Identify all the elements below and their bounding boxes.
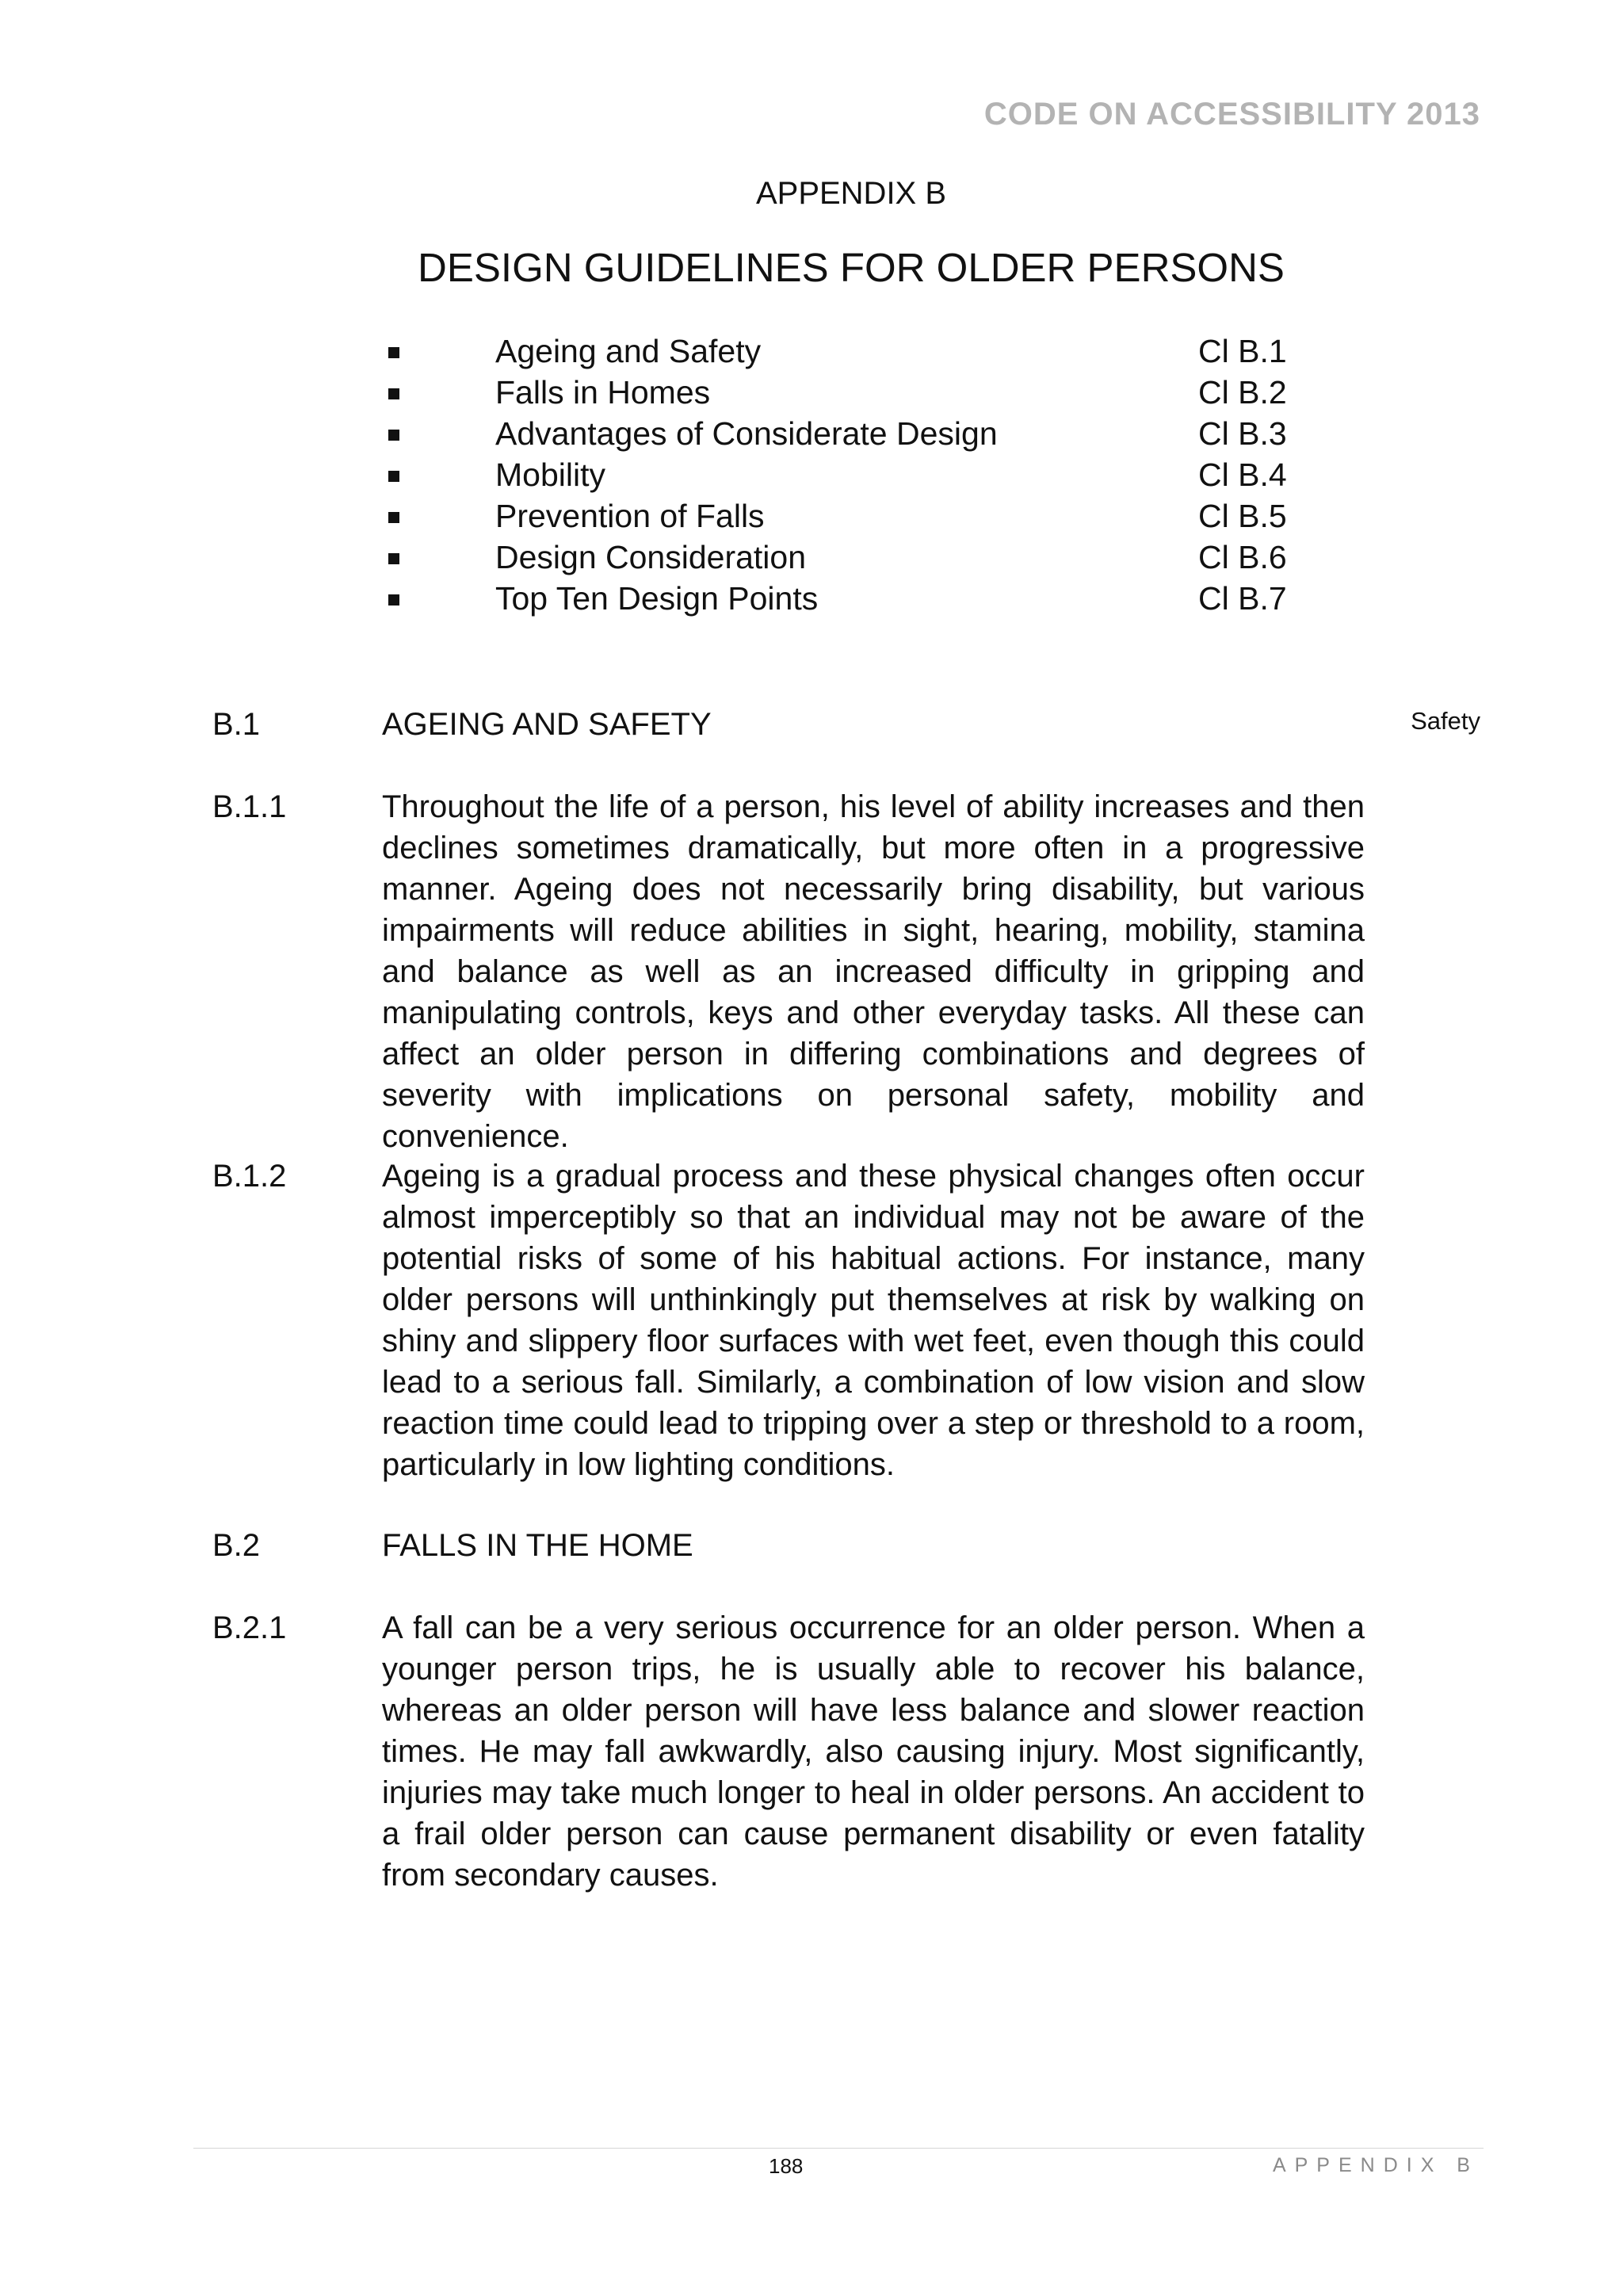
toc-item-ref: Cl B.1 xyxy=(1198,333,1287,369)
paragraph-text: Throughout the life of a person, his level of ability increases and then declines sometimes dramatically, but more often in a progressive manner. Ageing does not necessarily bring disability, but various impairments will reduce abilities in sight, hearing, mobility, stamina and balance as well as an increased difficulty in gripping and manipulating controls, keys and other everyday tasks. All these can affect an older person in differing combinations and degrees of severity with implications on personal safety, mobility and convenience. xyxy=(382,789,1365,1154)
toc-item-ref: Cl B.7 xyxy=(1198,580,1287,617)
footer-appendix-label: APPENDIX B xyxy=(1272,2154,1479,2176)
paragraph-number: B.1.1 xyxy=(212,789,287,824)
square-bullet-icon xyxy=(388,594,399,606)
section-number: B.1 xyxy=(212,707,261,742)
toc-item-text: Advantages of Considerate Design xyxy=(495,415,998,452)
square-bullet-icon xyxy=(388,430,399,441)
square-bullet-icon xyxy=(388,471,399,482)
toc-item xyxy=(380,333,1292,374)
toc-item xyxy=(380,498,1292,539)
paragraph-number: B.1.2 xyxy=(212,1159,287,1194)
document-title: DESIGN GUIDELINES FOR OLDER PERSONS xyxy=(418,245,1285,290)
toc-item-ref: Cl B.5 xyxy=(1198,498,1287,534)
square-bullet-icon xyxy=(388,347,399,358)
code-title: CODE ON ACCESSIBILITY 2013 xyxy=(983,97,1480,132)
paragraph-text: Ageing is a gradual process and these physical changes often occur almost imperceptibly so that an individual may not be aware of the potential risks of some of his habitual actions. For instance, many older persons will unthinkingly put themselves at risk by walking on shiny and slippery floor surfaces with wet feet, even though this could lead to a serious fall. Similarly, a combination of low vision and slow reaction time could lead to tripping over a step or threshold to a room, particularly in low lighting conditions. xyxy=(382,1159,1365,1482)
toc-item-text: Ageing and Safety xyxy=(495,333,762,369)
section-number: B.2 xyxy=(212,1528,261,1563)
square-bullet-icon xyxy=(388,388,399,399)
paragraph-text: A fall can be a very serious occurrence for an older person. When a younger person trips, he is usually able to recover his balance, whereas an older person will have less balance and slower reaction times. He may fall awkwardly, also causing injury. Most significantly, injuries may take much longer to heal in older persons. An accident to a frail older person can cause permanent disability or even fatality from secondary causes. xyxy=(382,1610,1365,1893)
toc-item-ref: Cl B.2 xyxy=(1198,374,1287,411)
toc-item-text: Top Ten Design Points xyxy=(495,580,819,617)
toc-item-ref: Cl B.4 xyxy=(1198,457,1287,493)
page-number: 188 xyxy=(769,2154,804,2178)
square-bullet-icon xyxy=(388,553,399,564)
toc-item-text: Falls in Homes xyxy=(495,374,711,411)
footer-divider xyxy=(193,2148,1484,2149)
toc-item-text: Mobility xyxy=(495,457,605,493)
toc-item-text: Design Consideration xyxy=(495,539,807,575)
toc-item xyxy=(380,457,1292,498)
toc-item xyxy=(380,539,1292,580)
toc-item xyxy=(380,415,1292,457)
toc-item-ref: Cl B.6 xyxy=(1198,539,1287,575)
margin-note: Safety xyxy=(1411,707,1480,735)
square-bullet-icon xyxy=(388,512,399,523)
paragraph-number: B.2.1 xyxy=(212,1610,287,1645)
toc-item-text: Prevention of Falls xyxy=(495,498,765,534)
appendix-label: APPENDIX B xyxy=(755,176,947,211)
toc-item xyxy=(380,580,1292,621)
section-title: AGEING AND SAFETY xyxy=(382,707,712,742)
toc-item-ref: Cl B.3 xyxy=(1198,415,1287,452)
table-of-contents xyxy=(380,333,1292,621)
toc-item xyxy=(380,374,1292,415)
section-title: FALLS IN THE HOME xyxy=(382,1528,693,1563)
